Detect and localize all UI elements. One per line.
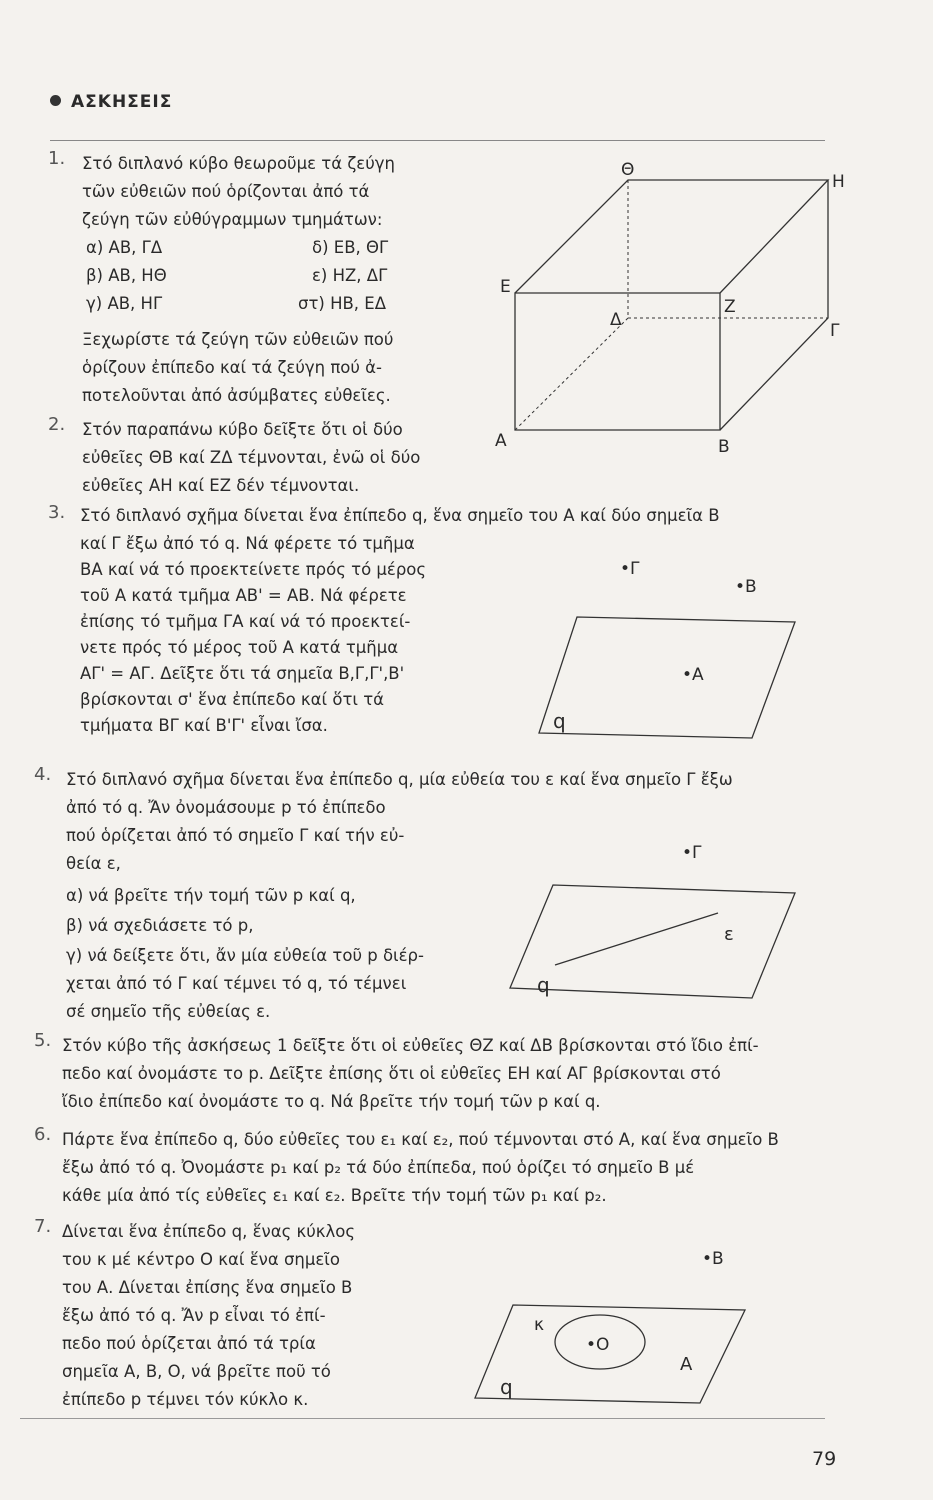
exercise-6-line: Πάρτε ἕνα ἐπίπεδο q, δύο εὐθεῖες του ε₁ καί ε₂, πού τέμνονται στό Α, καί ἕνα σημεῖο Β — [62, 1130, 779, 1149]
fig3-plane-label: q — [553, 709, 566, 733]
exercise-4-line: σέ σημεῖο τῆς εὐθείας ε. — [66, 1002, 271, 1021]
exercise-5-line: ἴδιο ἐπίπεδο καί ὀνομάστε το q. Νά βρεῖτε τήν τομή τῶν p καί q. — [62, 1092, 601, 1111]
exercise-1-option: στ) ΗΒ, ΕΔ — [298, 294, 387, 313]
exercise-6-line: κάθε μία ἀπό τίς εὐθεῖες ε₁ καί ε₂. Βρεῖτε τήν τομή τῶν p₁ καί p₂. — [62, 1186, 607, 1205]
fig3-point-gamma: •Γ — [620, 559, 640, 579]
exercise-7-line: του Α. Δίνεται ἐπίσης ἕνα σημεῖο Β — [62, 1278, 353, 1297]
exercise-4-number: 4. — [34, 764, 52, 785]
exercise-2-line: Στόν παραπάνω κύβο δεῖξτε ὅτι οἱ δύο — [82, 420, 403, 439]
exercise-6-line: ἔξω ἀπό τό q. Ὀνομάστε p₁ καί p₂ τά δύο ἐπίπεδα, πού ὁρίζει τό σημεῖο Β μέ — [62, 1158, 695, 1177]
exercise-3-line: ΑΓ' = ΑΓ. Δεῖξτε ὅτι τά σημεῖα Β,Γ,Γ',Β' — [80, 664, 405, 683]
fig3-point-beta: •Β — [735, 577, 757, 597]
fig7-plane-label: q — [500, 1375, 513, 1399]
cube-label-delta: Δ — [610, 310, 622, 330]
exercise-3-line: Στό διπλανό σχῆμα δίνεται ἕνα ἐπίπεδο q, ἕνα σημεῖο του Α καί δύο σημεῖα Β — [80, 506, 720, 525]
exercise-4-line: Στό διπλανό σχῆμα δίνεται ἕνα ἐπίπεδο q, μία εὐθεία του ε καί ἕνα σημεῖο Γ ἔξω — [66, 770, 733, 789]
exercise-1-line: ζεύγη τῶν εὐθύγραμμων τμημάτων: — [82, 210, 383, 229]
cube-hidden-edges — [515, 180, 828, 430]
fig4-line-epsilon — [555, 913, 718, 965]
exercise-7-line: Δίνεται ἕνα ἐπίπεδο q, ἕνας κύκλος — [62, 1222, 356, 1241]
exercise-4-line: γ) νά δείξετε ὅτι, ἄν μία εὐθεία τοῦ p διέρ- — [66, 946, 424, 965]
exercise-4-line: χεται ἀπό τό Γ καί τέμνει τό q, τό τέμνει — [66, 974, 407, 993]
fig3-plane-q — [539, 617, 795, 738]
exercise-1-line: ὁρίζουν ἐπίπεδο καί τά ζεύγη πού ἀ- — [82, 358, 382, 377]
exercise-7-line: του κ μέ κέντρο Ο καί ἕνα σημεῖο — [62, 1250, 340, 1269]
exercise-3-line: ΒΑ καί νά τό προεκτείνετε πρός τό μέρος — [80, 560, 427, 579]
exercise-3-line: τοῦ Α κατά τμῆμα ΑΒ' = ΑΒ. Νά φέρετε — [80, 586, 407, 605]
cube-label-epsilon: Ε — [500, 277, 511, 297]
exercise-3-line: τμήματα ΒΓ καί Β'Γ' εἶναι ἴσα. — [80, 716, 328, 735]
exercise-1-line: Ξεχωρίστε τά ζεύγη τῶν εὐθειῶν πού — [82, 330, 394, 349]
cube-label-gamma: Γ — [830, 321, 840, 341]
exercise-4-line: β) νά σχεδιάσετε τό p, — [66, 916, 254, 935]
fig7-center-point: •Ο — [586, 1335, 610, 1355]
exercise-5-line: Στόν κύβο τῆς ἀσκήσεως 1 δεῖξτε ὅτι οἱ εὐθεῖες ΘΖ καί ΔΒ βρίσκονται στό ἴδιο ἐπί- — [62, 1036, 759, 1055]
cube-right-edge — [720, 180, 828, 430]
fig7-point-alpha: Α — [680, 1354, 693, 1375]
exercise-5-line: πεδο καί ὀνομάστε το p. Δεῖξτε ἐπίσης ὅτι οἱ εὐθεῖες ΕΗ καί ΑΓ βρίσκονται στό — [62, 1064, 721, 1083]
cube-label-theta: Θ — [621, 160, 635, 180]
exercise-1-line: τῶν εὐθειῶν πού ὁρίζονται ἀπό τά — [82, 182, 370, 201]
fig7-point-beta: •Β — [702, 1249, 724, 1269]
exercise-1-option: γ) ΑΒ, ΗΓ — [86, 294, 163, 313]
cube-label-eta: Η — [832, 172, 845, 192]
fig4-line-label: ε — [724, 924, 734, 945]
exercise-6-number: 6. — [34, 1124, 52, 1145]
exercise-5-number: 5. — [34, 1030, 52, 1051]
fig4-plane-q — [510, 885, 795, 998]
fig4-point-gamma: •Γ — [682, 843, 702, 863]
cube-label-zeta: Ζ — [724, 297, 736, 317]
exercise-3-line: νετε πρός τό μέρος τοῦ Α κατά τμῆμα — [80, 638, 399, 657]
exercise-7-line: ἔξω ἀπό τό q. Ἄν p εἶναι τό ἐπί- — [62, 1306, 326, 1325]
exercise-7-line: ἐπίπεδο p τέμνει τόν κύκλο κ. — [62, 1390, 309, 1409]
exercise-4-line: α) νά βρεῖτε τήν τομή τῶν p καί q, — [66, 886, 356, 905]
exercise-7-line: πεδο πού ὁρίζεται ἀπό τά τρία — [62, 1334, 316, 1353]
fig4-plane-label: q — [537, 973, 550, 997]
exercise-3-line: βρίσκονται σ' ἕνα ἐπίπεδο καί ὅτι τά — [80, 690, 385, 709]
fig7-plane-q — [475, 1305, 745, 1403]
exercise-1-option: α) ΑΒ, ΓΔ — [86, 238, 163, 257]
exercise-3-line: ἐπίσης τό τμῆμα ΓΑ καί νά τό προεκτεί- — [80, 612, 411, 631]
exercise-4-line: θεία ε, — [66, 854, 121, 873]
exercise-7-number: 7. — [34, 1216, 52, 1237]
exercise-1-number: 1. — [48, 148, 66, 169]
fig3-point-alpha: •Α — [682, 665, 704, 685]
cube-top-face — [515, 180, 828, 293]
exercise-7-line: σημεῖα Α, Β, Ο, νά βρεῖτε ποῦ τό — [62, 1362, 331, 1381]
cube-figure — [515, 180, 828, 430]
exercise-1-option: ε) ΗΖ, ΔΓ — [312, 266, 388, 285]
exercise-4-line: ἀπό τό q. Ἄν ὀνομάσουμε p τό ἐπίπεδο — [66, 798, 386, 817]
section-title: ΑΣΚΗΣΕΙΣ — [71, 92, 173, 112]
exercise-1-line: Στό διπλανό κύβο θεωροῦμε τά ζεύγη — [82, 154, 395, 173]
exercise-1-option: β) ΑΒ, ΗΘ — [86, 266, 167, 285]
exercise-1-option: δ) ΕΒ, ΘΓ — [312, 238, 389, 257]
exercise-4-line: πού ὁρίζεται ἀπό τό σημεῖο Γ καί τήν εὐ- — [66, 826, 405, 845]
cube-label-alpha: Α — [495, 431, 507, 451]
exercise-2-line: εὐθεῖες ΘΒ καί ΖΔ τέμνονται, ἐνῶ οἱ δύο — [82, 448, 421, 467]
cube-label-beta: Β — [718, 437, 730, 457]
exercise-3-line: καί Γ ἔξω ἀπό τό q. Νά φέρετε τό τμῆμα — [80, 534, 415, 553]
exercise-2-line: εὐθεῖες ΑΗ καί ΕΖ δέν τέμνονται. — [82, 476, 360, 495]
exercise-3-number: 3. — [48, 502, 66, 523]
exercise-2-number: 2. — [48, 414, 66, 435]
exercise-1-line: ποτελοῦνται ἀπό ἀσύμβατες εὐθεῖες. — [82, 386, 391, 405]
fig7-circle-label: κ — [534, 1315, 545, 1335]
page-number: 79 — [812, 1448, 837, 1470]
